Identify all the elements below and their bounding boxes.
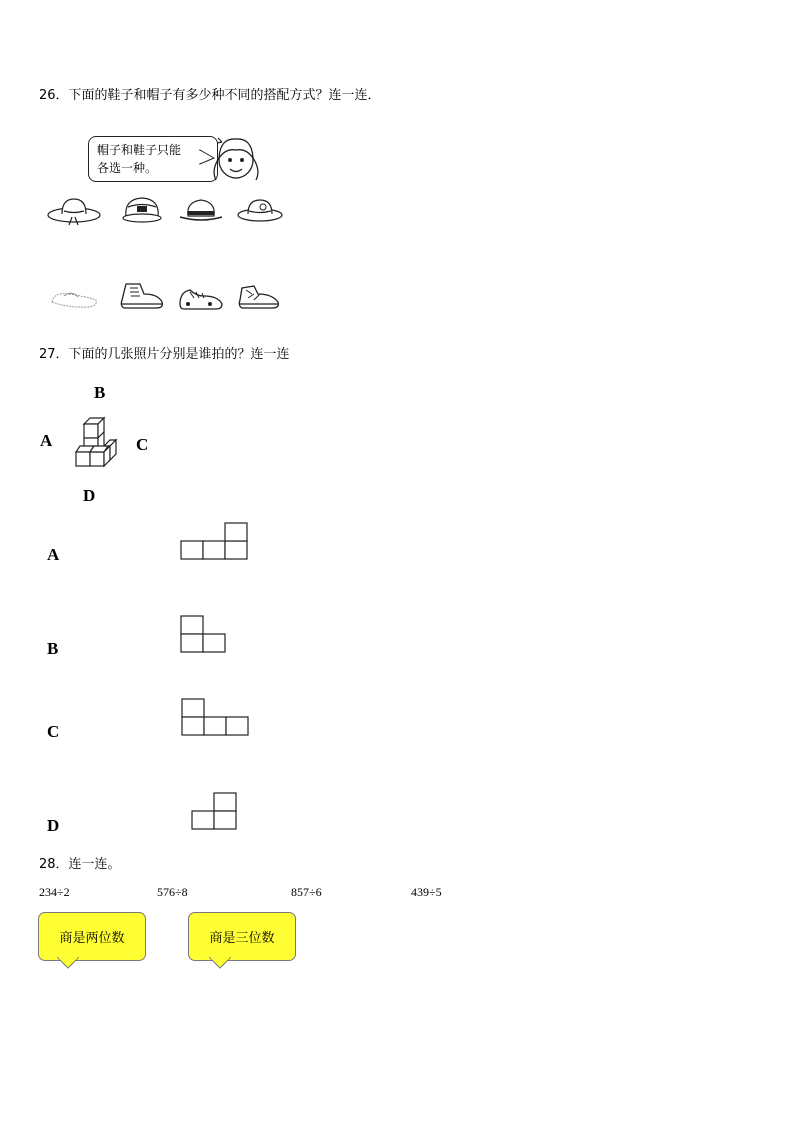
fedora-hat-icon [178, 196, 224, 224]
expression-2[interactable]: 576÷8 [157, 885, 188, 899]
slipper-icon [48, 284, 100, 312]
running-shoe-icon [236, 280, 282, 314]
direction-label-bottom: D [83, 486, 96, 505]
view-label-c: C [47, 722, 60, 741]
view-label-d: D [47, 816, 60, 835]
view-a-shape[interactable] [180, 523, 250, 561]
wide-brim-hat-icon [46, 195, 102, 227]
view-label-b: B [47, 639, 59, 658]
girl-icon [208, 130, 264, 186]
expression-3[interactable]: 857÷6 [291, 885, 322, 899]
speech-bubble [88, 136, 218, 182]
view-c-shape[interactable] [181, 699, 251, 737]
high-top-shoe-icon [118, 278, 166, 314]
cube-stack-icon [70, 418, 120, 474]
direction-label-left: A [40, 431, 53, 450]
cap-icon [120, 193, 164, 225]
bubble-line-1: 帽子和鞋子只能 [97, 143, 182, 157]
callout-pointer-icon [58, 958, 80, 970]
q28-prompt: 28．连一连。 [39, 857, 121, 872]
direction-label-right: C [136, 435, 149, 454]
expression-4[interactable]: 439÷5 [411, 885, 442, 899]
view-b-shape[interactable] [180, 616, 228, 654]
callout-pointer-icon [210, 958, 232, 970]
callout-two-digit-label: 商是两位数 [38, 912, 146, 961]
sun-hat-icon [236, 195, 284, 225]
quotient-three-digit-box[interactable] [188, 912, 296, 970]
view-label-a: A [47, 545, 60, 564]
callout-three-digit-label: 商是三位数 [188, 912, 296, 961]
q26-prompt: 26．下面的鞋子和帽子有多少种不同的搭配方式？连一连． [39, 88, 381, 103]
q27-prompt: 27．下面的几张照片分别是谁拍的？连一连 [39, 347, 290, 362]
view-d-shape[interactable] [191, 793, 239, 831]
quotient-two-digit-box[interactable] [38, 912, 146, 970]
direction-label-top: B [94, 383, 106, 402]
bubble-line-2: 各选一种。 [97, 161, 158, 175]
sneaker-icon [176, 282, 226, 312]
expression-1[interactable]: 234÷2 [39, 885, 70, 899]
